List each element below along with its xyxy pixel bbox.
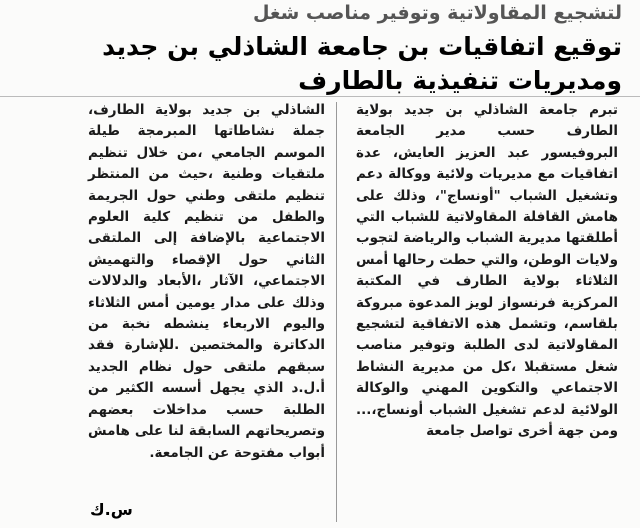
headline-line-1: توقيع اتفاقيات بن جامعة الشاذلي بن جديد: [102, 32, 622, 61]
headline: [102, 30, 622, 98]
header-rule: [0, 96, 640, 97]
article-column-1: تبرم جامعة الشاذلي بن جديد بولاية الطارف حسب مدير الجامعة البروفيسور عبد العزيز العايش، عدة اتفاقيات مع مديريات ولائية ووكالة دعم وتشغيل الشباب "أونساج"، وذلك على هامش القافلة المقاولاتية للشباب التي أطلقتها مديرية الشباب والرياضة لتجوب ولايات الوطن، والتي حطت رحالها أمس الثلاثاء بولاية الطارف في المكتبة المركزية فرنسواز لويز المدعوة مبروكة بلقاسم، وتشمل هذه الاتفاقية لتشجيع المقاولاتية لدى الطلبة وتوفير مناصب شغل مستقبلا ،كل من مديرية النشاط الاجتماعي والتكوين المهني والوكالة الولائية لدعم تشغيل الشباب أونساج،... ومن جهة أخرى تواصل جامعة: [356, 102, 618, 440]
kicker-line: لتشجيع المقاولاتية وتوفير مناصب شغل: [252, 2, 622, 24]
headline-line-2: ومديريات تنفيذية بالطارف: [298, 66, 622, 95]
author-signature: س.ك: [90, 500, 133, 519]
article-column-2: الشاذلي بن جديد بولاية الطارف، جملة نشاطاتها المبرمجة طيلة الموسم الجامعي ،من خلال تنظيم ملتقيات وطنية ،حيث من المنتظر تنظيم ملتقى وطني حول الجريمة والطفل من تنظيم كلية العلوم الاجتماعية بالإضافة إلى الملتقى الثاني حول الإقصاء والتهميش الاجتماعي، الآثار ،الأبعاد والدلالات وذلك على مدار يومين أمس الثلاثاء واليوم الاربعاء ينشطه نخبة من الدكاترة والمختصين .للإشارة فقد سبقهم ملتقى حول نظام الجديد أ.ل.د الذي يجهل أسسه الكثير من الطلبة حسب مداخلات بعضهم وتصريحاتهم السابقة لنا على هامش أبواب مفتوحة عن الجامعة.: [88, 102, 325, 461]
column-divider: [336, 102, 337, 522]
